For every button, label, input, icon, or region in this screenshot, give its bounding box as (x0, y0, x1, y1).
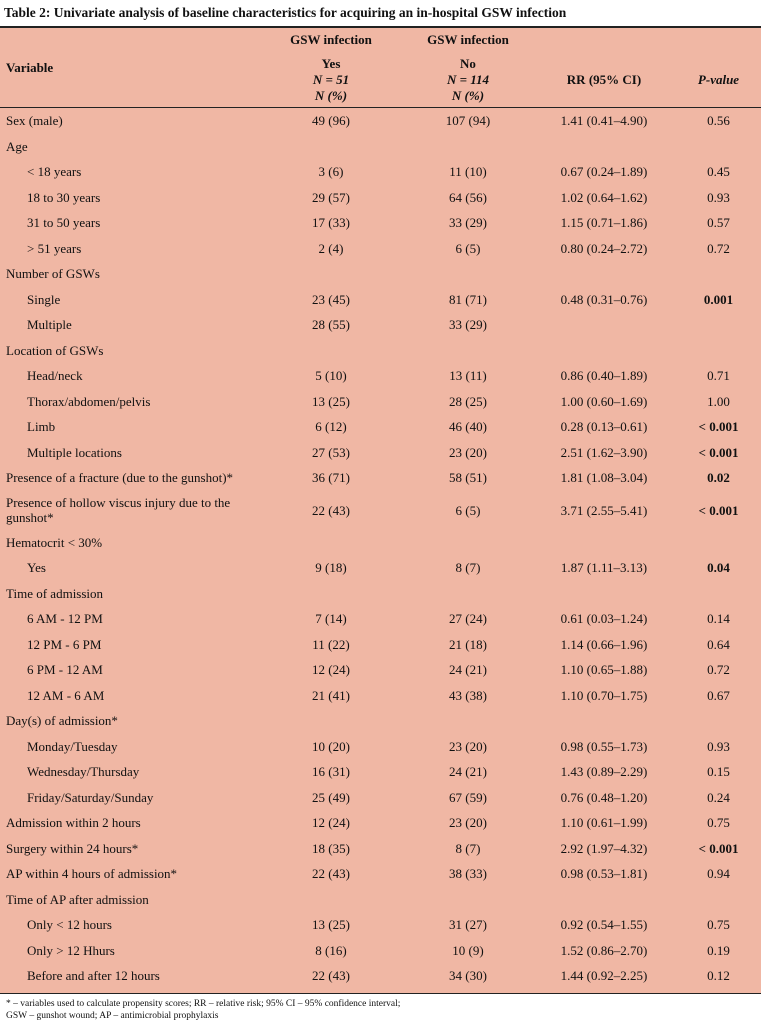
header-group2-title: GSW infection (427, 32, 509, 47)
cell-yes: 28 (55) (312, 317, 350, 332)
cell-no: 67 (59) (449, 789, 487, 805)
row-label: Monday/Tuesday (27, 738, 118, 754)
header-group2-sub2: N = 114 (446, 72, 490, 87)
table-header (0, 28, 761, 108)
header-group1-n: N = 51 (312, 72, 350, 87)
cell-rr: 1.87 (1.11–3.13) (560, 560, 648, 575)
cell-no: 10 (9) (452, 942, 484, 958)
table-row (0, 861, 761, 887)
cell-rr: 3.71 (2.55–5.41) (560, 502, 648, 518)
cell-yes: 3 (6) (318, 164, 344, 179)
cell-p-value: 0.72 (707, 662, 730, 677)
cell-yes: 8 (16) (315, 942, 347, 958)
row-label: Number of GSWs (6, 266, 100, 281)
row-label: 6 PM - 12 AM (27, 662, 103, 677)
row-label: Single (27, 291, 61, 307)
table-body (0, 108, 761, 989)
cell-no: 38 (33) (449, 866, 487, 881)
cell-rr: 1.44 (0.92–2.25) (560, 968, 648, 983)
header-group1-title: GSW infection (290, 32, 372, 47)
cell-yes: 6 (12) (315, 419, 347, 434)
table-row (0, 338, 761, 364)
row-label: Multiple (27, 317, 72, 332)
cell-yes: 27 (53) (312, 444, 350, 460)
row-label: Limb (27, 419, 56, 434)
cell-yes: 10 (20) (312, 738, 350, 754)
cell-yes: 12 (24) (312, 815, 350, 830)
cell-rr: 1.41 (0.41–4.90) (560, 113, 648, 128)
table-row (0, 912, 761, 938)
cell-no: 64 (56) (449, 189, 487, 205)
cell-rr: 1.02 (0.64–1.62) (560, 189, 648, 205)
cell-yes: 21 (41) (312, 687, 350, 703)
table-row (0, 734, 761, 760)
cell-yes: 12 (24) (312, 662, 350, 677)
cell-no: 8 (7) (455, 560, 481, 575)
table-row (0, 887, 761, 913)
cell-rr: 1.15 (0.71–1.86) (560, 215, 648, 230)
cell-rr: 0.76 (0.48–1.20) (560, 789, 648, 805)
row-label: Presence of a fracture (due to the gunshot)* (6, 470, 234, 485)
cell-p-value: 0.93 (707, 189, 730, 205)
cell-p-value: 0.19 (707, 942, 730, 958)
cell-p-value: 0.14 (707, 611, 730, 626)
cell-no: 6 (5) (455, 240, 481, 256)
cell-p-value: 0.93 (707, 738, 730, 754)
cell-p-value: 0.15 (707, 764, 730, 779)
table-row (0, 159, 761, 185)
cell-yes: 36 (71) (312, 470, 350, 485)
table-row (0, 708, 761, 734)
table-row (0, 185, 761, 211)
table-row (0, 938, 761, 964)
cell-no: 58 (51) (449, 470, 487, 485)
cell-p-value: 0.56 (707, 113, 730, 128)
footnote-line-1: * – variables used to calculate propensity scores; RR – relative risk; 95% CI – 95% confidence interval; (6, 999, 401, 1009)
header-group2-sub1: No (460, 56, 476, 71)
table-caption: Table 2: Univariate analysis of baseline characteristics for acquiring an in-hospital GSW infection (0, 0, 761, 26)
row-label: Yes (27, 560, 46, 575)
table-row (0, 134, 761, 160)
table-row (0, 389, 761, 415)
table-row (0, 632, 761, 658)
cell-rr: 0.28 (0.13–0.61) (560, 419, 648, 434)
cell-p-value: < 0.001 (698, 840, 739, 856)
row-label: Friday/Saturday/Sunday (27, 789, 154, 805)
row-label: Location of GSWs (6, 342, 104, 358)
cell-rr: 0.80 (0.24–2.72) (560, 240, 648, 256)
cell-rr: 1.52 (0.86–2.70) (560, 942, 648, 958)
table-row (0, 440, 761, 466)
cell-no: 24 (21) (449, 662, 487, 677)
cell-no: 6 (5) (455, 502, 481, 518)
cell-rr: 1.43 (0.89–2.29) (560, 764, 648, 779)
footnote-line-2: GSW – gunshot wound; AP – antimicrobial prophylaxis (6, 1011, 219, 1021)
cell-rr: 1.14 (0.66–1.96) (560, 636, 648, 652)
cell-yes: 11 (22) (312, 636, 350, 652)
row-label: AP within 4 hours of admission* (6, 866, 178, 881)
cell-no: 23 (20) (449, 815, 487, 830)
cell-no: 8 (7) (455, 840, 481, 856)
table-row (0, 530, 761, 556)
table-row (0, 555, 761, 581)
table-row (0, 581, 761, 607)
row-label: Wednesday/Thursday (27, 764, 140, 779)
cell-rr: 1.10 (0.65–1.88) (560, 662, 648, 677)
row-label: 18 to 30 years (27, 189, 101, 205)
cell-rr: 0.67 (0.24–1.89) (560, 164, 648, 179)
cell-p-value: 0.45 (707, 164, 730, 179)
cell-p-value: 0.71 (707, 368, 730, 383)
table-row (0, 683, 761, 709)
cell-yes: 25 (49) (312, 789, 350, 805)
cell-no: 46 (40) (449, 419, 487, 434)
table-row (0, 287, 761, 313)
cell-yes: 22 (43) (312, 866, 350, 881)
cell-yes: 7 (14) (315, 611, 347, 626)
table-row (0, 414, 761, 440)
cell-yes: 23 (45) (312, 291, 350, 307)
header-p-value: P-value (697, 72, 740, 87)
cell-rr: 1.10 (0.70–1.75) (560, 687, 648, 703)
header-group2-sub3: N (%) (451, 88, 485, 103)
cell-no: 81 (71) (449, 291, 487, 307)
row-label: Only < 12 hours (27, 917, 112, 932)
table-row (0, 657, 761, 683)
row-label: Age (6, 138, 28, 154)
cell-no: 13 (11) (449, 368, 487, 383)
cell-no: 24 (21) (449, 764, 487, 779)
cell-no: 31 (27) (449, 917, 487, 932)
row-label: Presence of hollow viscus injury due to the gunshot* (6, 494, 231, 525)
header-group1-sub1: Yes (321, 56, 341, 71)
cell-no: 23 (20) (449, 444, 487, 460)
cell-p-value: < 0.001 (698, 444, 739, 460)
cell-no: 33 (29) (449, 215, 487, 230)
table-row (0, 963, 761, 989)
table-row (0, 606, 761, 632)
cell-no: 21 (18) (449, 636, 487, 652)
cell-p-value: 0.67 (707, 687, 730, 703)
cell-yes: 22 (43) (312, 502, 350, 518)
cell-yes: 22 (43) (312, 968, 350, 983)
cell-yes: 29 (57) (312, 189, 350, 205)
table-row (0, 236, 761, 262)
table-footnote (0, 994, 761, 1028)
row-label: Head/neck (27, 368, 83, 383)
cell-yes: 2 (4) (318, 240, 344, 256)
cell-p-value: 0.12 (707, 968, 730, 983)
table-row (0, 465, 761, 491)
cell-yes: 13 (25) (312, 917, 350, 932)
cell-p-value: 0.75 (707, 815, 730, 830)
table-row (0, 312, 761, 338)
cell-no: 107 (94) (445, 113, 491, 128)
cell-p-value: < 0.001 (698, 502, 739, 518)
cell-rr: 0.92 (0.54–1.55) (560, 917, 648, 932)
header-group1-sub2 (263, 72, 399, 88)
cell-p-value: 0.001 (703, 291, 734, 307)
row-label: < 18 years (27, 164, 82, 179)
cell-p-value: < 0.001 (698, 419, 739, 434)
cell-rr: 0.61 (0.03–1.24) (560, 611, 648, 626)
row-label: Thorax/abdomen/pelvis (27, 393, 151, 409)
table-row (0, 785, 761, 811)
cell-yes: 17 (33) (312, 215, 350, 230)
cell-no: 11 (10) (449, 164, 487, 179)
row-label: Day(s) of admission* (6, 713, 118, 728)
cell-p-value: 0.94 (707, 866, 730, 881)
cell-rr: 1.00 (0.60–1.69) (560, 393, 648, 409)
row-label: Multiple locations (27, 444, 122, 460)
row-label: 31 to 50 years (27, 215, 101, 230)
header-group1-sub3: N (%) (314, 88, 348, 103)
cell-no: 34 (30) (449, 968, 487, 983)
row-label: Before and after 12 hours (27, 968, 160, 983)
cell-rr: 1.10 (0.61–1.99) (560, 815, 648, 830)
cell-yes: 13 (25) (312, 393, 350, 409)
table-row (0, 108, 761, 134)
cell-rr: 0.48 (0.31–0.76) (560, 291, 648, 307)
cell-no: 27 (24) (449, 611, 487, 626)
table-row (0, 810, 761, 836)
row-label: 12 AM - 6 AM (27, 687, 105, 703)
cell-no: 43 (38) (449, 687, 487, 703)
cell-p-value: 0.02 (707, 470, 730, 485)
row-label: Admission within 2 hours (6, 815, 141, 830)
row-label: Sex (male) (6, 113, 63, 128)
table-row (0, 491, 761, 530)
cell-no: 33 (29) (449, 317, 487, 332)
cell-rr: 0.98 (0.53–1.81) (560, 866, 648, 881)
cell-p-value: 0.72 (707, 240, 730, 256)
row-label: Hematocrit < 30% (6, 534, 103, 550)
header-variable: Variable (6, 60, 54, 75)
cell-yes: 9 (18) (315, 560, 347, 575)
table-row (0, 836, 761, 862)
row-label: 6 AM - 12 PM (27, 611, 103, 626)
cell-p-value: 1.00 (707, 393, 730, 409)
cell-p-value: 0.04 (707, 560, 730, 575)
table-row (0, 261, 761, 287)
cell-no: 28 (25) (449, 393, 487, 409)
row-label: 12 PM - 6 PM (27, 636, 102, 652)
table-row (0, 363, 761, 389)
row-label: > 51 years (27, 240, 82, 256)
table-row (0, 759, 761, 785)
row-label: Time of AP after admission (6, 891, 149, 907)
cell-yes: 5 (10) (315, 368, 347, 383)
cell-no: 23 (20) (449, 738, 487, 754)
row-label: Time of admission (6, 585, 104, 601)
cell-p-value: 0.75 (707, 917, 730, 932)
cell-rr: 0.98 (0.55–1.73) (560, 738, 648, 754)
cell-p-value: 0.64 (707, 636, 730, 652)
row-label: Surgery within 24 hours* (6, 840, 139, 856)
cell-yes: 16 (31) (312, 764, 350, 779)
cell-p-value: 0.24 (707, 789, 730, 805)
cell-yes: 49 (96) (312, 113, 350, 128)
cell-rr: 2.51 (1.62–3.90) (560, 444, 648, 460)
cell-rr: 2.92 (1.97–4.32) (560, 840, 648, 856)
cell-rr: 1.81 (1.08–3.04) (560, 470, 648, 485)
cell-rr: 0.86 (0.40–1.89) (560, 368, 648, 383)
table-row (0, 210, 761, 236)
cell-yes: 18 (35) (312, 840, 350, 856)
header-rr: RR (95% CI) (566, 72, 642, 87)
cell-p-value: 0.57 (707, 215, 730, 230)
row-label: Only > 12 Hhurs (27, 942, 115, 958)
